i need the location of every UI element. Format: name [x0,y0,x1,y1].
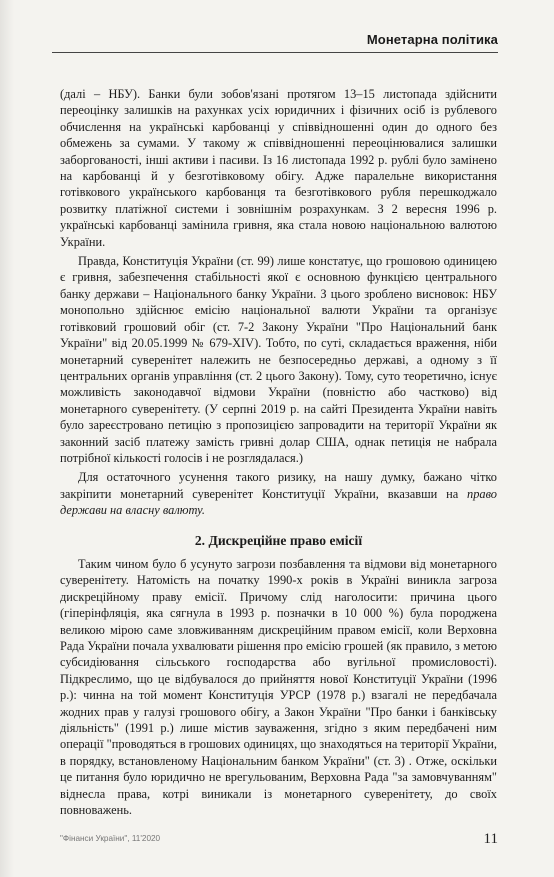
running-header [52,31,498,53]
scan-shadow-edge [0,0,14,877]
journal-name: "Фінанси України", 11'2020 [60,834,161,843]
paragraph-1: (далі – НБУ). Банки були зобов'язані протягом 13–15 листопада здійснити переоцінку залишків на рахунках усіх юридичних і фізичних осіб із рублевого обчислення на українські карбованці у співвідношенні один до одного без обмежень за сумами. У такому ж співвідношенні переоцінювалися залишки заборгованості, інші активи і пасиви. Із 16 листопада 1992 р. рублі було замінено на карбованці й у безготівковому обігу. Адже паралельне використання готівкового українського карбованця та безготівкового рубля перешкоджало розвитку платіжної системи і зовнішнім розрахункам. З 2 вересня 1996 р. українські карбованці замінила гривня, яка стала новою національною валютою України. [60,87,497,249]
section-title: Монетарна політика [366,32,498,47]
paragraph-3-emphasis: право держави на власну валюту. [60,486,497,518]
paragraph-3-text: Для остаточного усунення такого ризику, на нашу думку, бажано чітко закріпити монетарний суверенітет Конституції України, вказавши на [60,470,497,501]
article-body [60,86,497,818]
section-subheading: 2. Дискреційне право емісії [194,532,363,548]
page-footer [60,831,498,848]
paragraph-4: Таким чином було б усунуто загрози позбавлення та відмови від монетарного суверенітету. Натомість на початку 1990-х років в Україні виникла загроза дискреційному праву емісії. Причому слід наголосити: причина цього (гіперінфляція, яка сягнула в 1993 р. позначки в 10 000 %) була породжена великою мірою саме зловживанням дискреційним правом емісії, коли Верховна Рада України почала ухвалювати рішення про емісію грошей (як правило, з метою субсидіювання сільського господарства або вугільної промисловості). Підкреслимо, що це відбувалося до прийняття нової Конституції України (1996 р.): чинна на той момент Конституція УРСР (1978 р.) взагалі не передбачала жодних прав у галузі грошового обігу, а Закон України "Про банки і банківську діяльність" (1991 р.) лише містив зауваження, згідно з яким передбачені ним операції "проводяться в грошових одиницях, що знаходяться на території України, в порядку, встановленому Національним банком України" (ст. 3) . Отже, оскільки це питання було юридично не врегульованим, Верховна Рада "за замовчуванням" віднесла права, котрі виникали із монетарного суверенітету, до своїх повноважень. [60,556,497,818]
paragraph-2: Правда, Конституція України (ст. 99) лише констатує, що грошовою одиницею є гривня, забезпечення стабільності якої є основною функцією центрального банку держави – Національного банку України. З цього зроблено висновок: НБУ монопольно здійснює емісію національної валюти України та організує готівковий грошовий обіг (ст. 7-2 Закону України "Про Національний банк України" від 20.05.1999 № 679-XIV). Тобто, по суті, складається враження, ніби монетарний суверенітет належить не безпосередньо державі, а одному з її центральних органів управління (ст. 2 цього Закону). Тому, суто теоретично, існує можливість законодавчої відмови України (повністю або частково) від монетарного суверенітету. (У серпні 2019 р. на сайті Президента України навіть було зареєстровано петицію з пропозицією запровадити на території України як законний засіб платежу замість гривні долар США, однак петиція не набрала потрібної кількості голосів і не розглядалася.) [60,254,497,465]
page-number: 11 [483,831,498,847]
paragraph-3 [60,469,497,518]
